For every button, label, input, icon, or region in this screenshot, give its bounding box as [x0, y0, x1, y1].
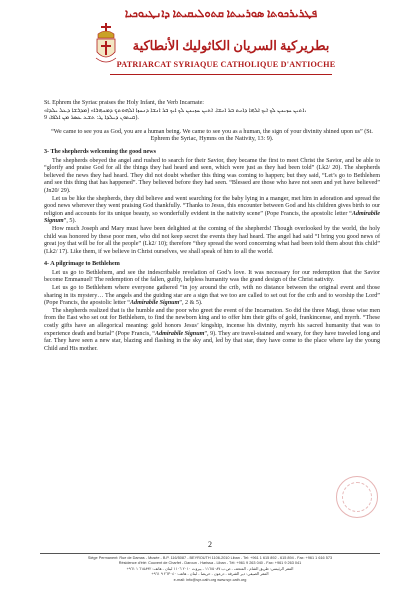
syriac-quote-continued: ܩܝܬܘܢ ܕܝܠܕܐ ܛ: ܬܫܥ ܥܣܪ ܡܢ ܐܠܦܐ، 9).: [44, 115, 139, 122]
cited-title: Admirabile Signum: [155, 330, 205, 337]
footer-line: Siège Permanent: Rue de Damas - Musée - B.P. 116/5087 - BEYROUTH 1106-2010 Liban - Tel: +961 1 615 892 - 615 894 - Fax: +961 1 616 573: [87, 556, 333, 560]
letter-body: [44, 100, 380, 353]
footer-line: المقر الصيفي: دير الشرفة - درعون - حريصا - لبنان - هاتف: ٢٦٣٠٤٠ ٩ ٩٦١+: [151, 572, 269, 577]
paragraph: Let us go to Bethlehem, and see the indescribable revelation of God’s love. It was necessary for our redemption that the Savior become Emmanuel! The redemption of the fallen, guilty, helpless humanity was the grand design of the Christ nativity.: [44, 269, 380, 284]
intro-line: St. Ephrem the Syriac praises the Holy Infant, the Verb Incarnate:: [44, 100, 204, 106]
paragraph: Let us be like the shepherds, they did believe and went searching for the baby lying in a manger, met him in adoration and spread the good news wherever they went praising God thankfully. “Thanks to Jesus, this encounter between God and his children gives birth to our religion and accounts for its unique beauty, so wonderfully evident in the nativity scene” (Pope Francis, the apostolic letter “Admirabile Signum”, 5).: [44, 195, 380, 225]
footer-line: Résidence d’été: Couvent de Charfet - Daroun - Harissa - Liban - Tél: +961 9 263 040 - Fax: +961 9 263 041: [118, 561, 302, 566]
cited-title: Admirabile Signum: [44, 210, 380, 225]
footer-address: [36, 556, 384, 583]
section-heading-4: 4- A pilgrimage to Bethlehem: [44, 261, 120, 268]
page-number: 2: [208, 540, 212, 549]
footer-divider: [40, 553, 380, 554]
syriac-title: ܦܛܪܝܪܟܘܬܐ ܣܘܪܝܝܬܐ ܩܬܘܠܝܩܝܬܐ ܕܐܢܛܝܘܟܝܐ: [124, 8, 318, 20]
footer-line: المقر الرئيسي: طريق الشام - المتحف - ص.ب ١١٦/٥٠٨٧ - بيروت ٢٠١٠ ١١٠٦ لبنان - هاتف: ٦١٥٨٩٢ ١ ٩٦١+: [126, 566, 294, 571]
arabic-title: بطريركية السريان الكاثوليك الأنطاكية: [132, 38, 330, 53]
letterhead: [0, 4, 420, 90]
paragraph: The shepherds obeyed the angel and rushed to search for their Savior, they became the first to meet Christ the Savior, and be able to “glorify and praise God for all the things they had heard and seen, which were just as they had been told” (Lk2/ 20). The shepherds believed the news they had heard. They did not doubt whether this thing was coming to happen; but they said, “Let’s go to Bethlehem and see this thing that has happened”. They believed before they had seen. “Blessed are those who have not seen and yet have believed” (Jn20/ 29).: [44, 157, 380, 194]
cited-title: Admirabile Signum: [129, 300, 180, 307]
paragraph: Let us go to Bethlehem where everyone gathered “in joy around the crib, with no distance between the original event and those sharing in its mystery… The angels and the guiding star are a sign that we too are called to set out for the crib and to worship the Lord” (Pope Francis, the apostolic letter “Admirabile Signum”, 2 & 5).: [44, 285, 380, 307]
syriac-quote: «ܐܬܝܢ ܚܙܝܢܢ ܠܟ ܐܝܟ ܐܠܗܐ ܕܐܢܬ ܒܪ ܐܢܫܐ. ܐܬܝܢ ܚܙܝܢܢ ܠܟ ܐܝܟ ܒܪ ܐܢܫܐ ܕܢܚܙܐ ܐܠܗܘܬܟ ܕܡܢܗܪܐ» (ܡܕܪܫܐ ܕܥܠ ܝܠܕܐ،: [44, 107, 307, 114]
header-divider: [110, 74, 332, 75]
latin-title: PATRIARCAT SYRIAQUE CATHOLIQUE D'ANTIOCHE: [116, 60, 336, 69]
official-stamp: [336, 476, 378, 518]
footer-contact: e-mail: info@syr-cath.org www.syr-cath.org: [173, 577, 247, 582]
paragraph: The shepherds realized that is the humble and the poor who greet the event of the Incarnation. So did the three Magi, those wise men from the East who set out for Bethlehem, to find the newborn king and to offer him their gifts of gold, frankincense, and myrrh. “These costly gifts have an allegorical meaning: gold honors Jesus’ kingship, incense his divinity, myrrh his sacred humanity that was to experience death and burial” (Pope Francis, “Admirabile Signum”, 9). They are travel-stained and weary, for they have traveled long and far. They have seen a new star, blazing and flashing in the sky and, led by that star, they have come to the place where lay the young Child and His mother.: [44, 307, 380, 352]
english-quote: “We came to see you as God, you are a human being. We came to see you as a human, the sign of your divinity shined upon us” (St. Ephrem the Syriac, Hymns on the Nativity, 13: 9).: [51, 128, 373, 143]
section-heading-3: 3- The shepherds welcoming the good news: [44, 148, 156, 155]
paragraph: How much Joseph and Mary must have been delighted at the coming of the shepherds! Though overlooked by the world, the holy child was honored by these poor men, who did not keep secret the events they had heard. The angel had said “I bring you good news of great joy that will be for all the people” (Lk2/ 10); therefore “they spread the word concerning what had been told them about this child” (Lk2/ 17). Like them, if we believe in Christ ourselves, we shall speak of him to all the world.: [44, 225, 380, 255]
